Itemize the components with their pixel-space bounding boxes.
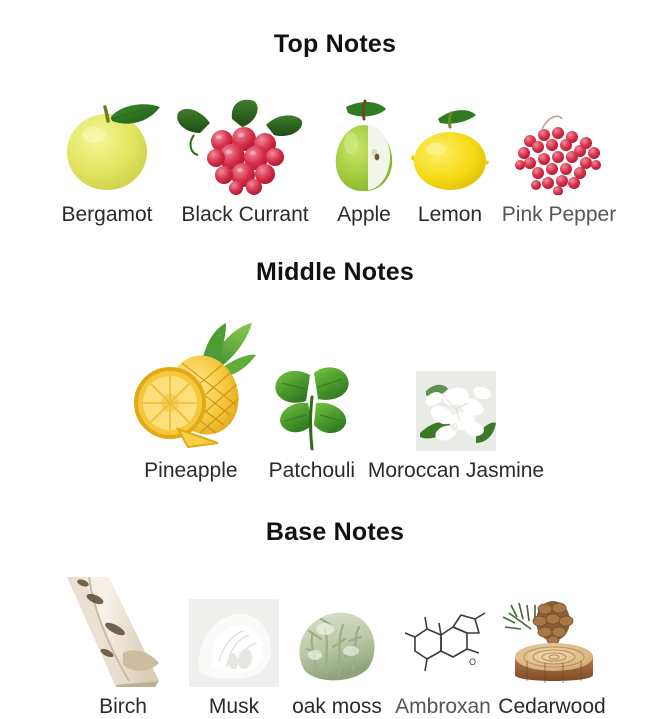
- note-item-oak-moss: [285, 595, 389, 718]
- section-middle-notes: [0, 226, 670, 482]
- note-label-birch: Birch: [99, 695, 147, 719]
- patchouli-leaves-image: [264, 361, 360, 451]
- note-label-cedarwood: Cedarwood: [498, 695, 606, 719]
- note-label-bergamot: Bergamot: [61, 203, 153, 226]
- note-item-pineapple: [126, 321, 256, 482]
- ambroxan-molecule-image: [395, 603, 491, 687]
- note-item-ambroxan: [395, 603, 491, 718]
- note-item-pink-pepper: [494, 95, 624, 226]
- note-label-black-currant: Black Currant: [181, 203, 309, 226]
- black-currant-berries-image: [170, 95, 320, 195]
- note-item-moroccan-jasmine: [368, 371, 544, 482]
- note-label-musk: Musk: [208, 695, 260, 719]
- note-label-oak-moss: oak moss: [292, 695, 382, 719]
- note-item-apple: [322, 95, 406, 226]
- note-label-pineapple: Pineapple: [144, 459, 238, 483]
- note-label-ambroxan: Ambroxan: [395, 695, 491, 719]
- section-title-top-notes: Top Notes: [273, 30, 397, 58]
- note-label-moroccan-jasmine: Moroccan Jasmine: [367, 459, 545, 483]
- note-item-cedarwood: [497, 595, 607, 718]
- svg-text:O: O: [469, 657, 477, 668]
- note-label-patchouli: Patchouli: [268, 459, 356, 483]
- green-apple-image: [324, 95, 404, 195]
- birch-bark-image: [63, 577, 183, 687]
- pineapple-image: [126, 321, 256, 451]
- cedarwood-log-image: [497, 595, 607, 687]
- note-item-lemon: [406, 95, 494, 226]
- note-item-patchouli: [264, 361, 360, 482]
- note-item-black-currant: [168, 95, 322, 226]
- note-label-pink-pepper: Pink Pepper: [501, 203, 617, 226]
- jasmine-flower-image: [416, 371, 496, 451]
- notes-row-base: [63, 577, 607, 718]
- section-base-notes: [0, 482, 670, 718]
- note-label-lemon: Lemon: [417, 203, 483, 226]
- section-title-middle-notes: Middle Notes: [256, 258, 414, 287]
- section-title-base-notes: Base Notes: [265, 518, 405, 547]
- notes-row-top: [46, 95, 624, 226]
- section-top-notes: [0, 30, 670, 226]
- note-item-birch: [63, 577, 183, 718]
- note-item-bergamot: [46, 95, 168, 226]
- musk-swatch-image: [189, 599, 279, 687]
- note-label-apple: Apple: [337, 203, 391, 226]
- pink-pepper-berries-image: [496, 95, 622, 195]
- oak-moss-image: [285, 595, 389, 687]
- note-item-musk: [189, 599, 279, 718]
- notes-row-middle: [126, 321, 544, 482]
- lemon-image: [408, 95, 492, 195]
- bergamot-fruit-image: [48, 95, 166, 195]
